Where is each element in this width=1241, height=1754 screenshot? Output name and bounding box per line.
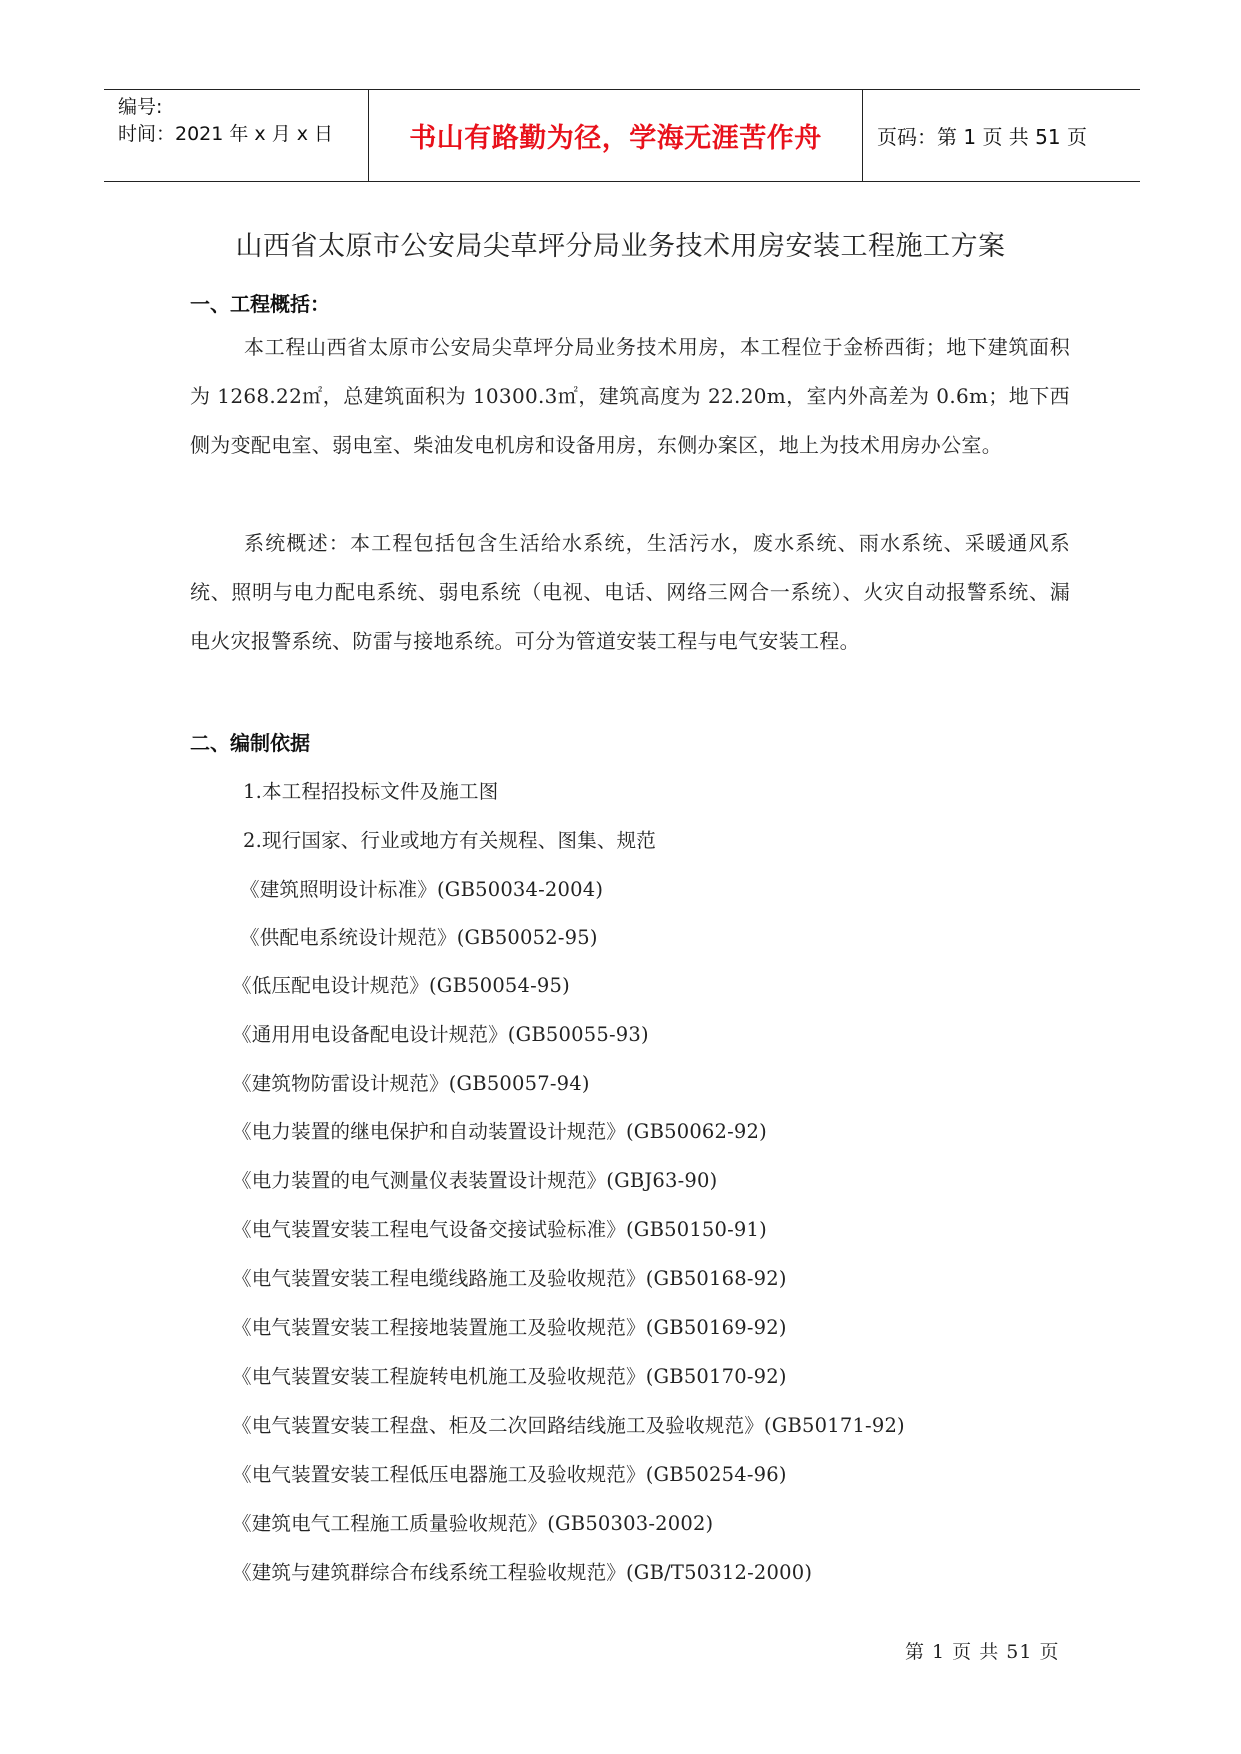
header-meta-cell: [104, 90, 369, 181]
list-item: 《低压配电设计规范》(GB50054-95): [232, 974, 570, 997]
list-item: 《建筑与建筑群综合布线系统工程验收规范》(GB/T50312-2000): [232, 1561, 813, 1584]
list-item: 《通用用电设备配电设计规范》(GB50055-93): [232, 1023, 649, 1046]
paragraph-overview: 本工程山西省太原市公安局尖草坪分局业务技术用房，本工程位于金桥西街；地下建筑面积为 1268.22㎡，总建筑面积为 10300.3㎡，建筑高度为 22.20m，室内外高差为 0.6m；地下西侧为变配电室、弱电室、柴油发电机房和设备用房，东侧办案区，地上为技术用房办公室。: [190, 335, 1070, 457]
section-heading-basis: 二、编制依据: [190, 731, 310, 755]
list-item: 《电气装置安装工程接地装置施工及验收规范》(GB50169-92): [232, 1316, 787, 1339]
list-item: 《建筑物防雷设计规范》(GB50057-94): [232, 1072, 590, 1095]
motto-text: 书山有路勤为径，学海无涯苦作舟: [409, 123, 822, 154]
list-item: 《电力装置的继电保护和自动装置设计规范》(GB50062-92): [232, 1120, 767, 1143]
section-heading-overview: 一、工程概括：: [190, 292, 330, 316]
header-page-info: 页码：第 1 页 共 51 页: [877, 125, 1087, 149]
page-header: [104, 89, 1140, 182]
list-item: 《电气装置安装工程低压电器施工及验收规范》(GB50254-96): [232, 1463, 787, 1486]
time-label: 时间：2021 年 x 月 x 日: [118, 123, 334, 145]
list-item: 《供配电系统设计规范》(GB50052-95): [240, 926, 598, 949]
serial-label: 编号:: [118, 96, 163, 118]
list-item: 《建筑照明设计标准》(GB50034-2004): [240, 878, 604, 901]
list-item: 《建筑电气工程施工质量验收规范》(GB50303-2002): [232, 1512, 714, 1535]
header-page-cell: [863, 90, 1140, 181]
document-title: 山西省太原市公安局尖草坪分局业务技术用房安装工程施工方案: [235, 231, 1006, 262]
list-item: 《电气装置安装工程旋转电机施工及验收规范》(GB50170-92): [232, 1365, 787, 1388]
list-item: 2.现行国家、行业或地方有关规程、图集、规范: [243, 829, 657, 852]
list-item: 《电气装置安装工程电气设备交接试验标准》(GB50150-91): [232, 1218, 767, 1241]
footer-page-number: 第 1 页 共 51 页: [905, 1641, 1060, 1663]
list-item: 《电气装置安装工程电缆线路施工及验收规范》(GB50168-92): [232, 1267, 787, 1290]
list-item: 《电力装置的电气测量仪表装置设计规范》(GBJ63-90): [232, 1169, 718, 1192]
paragraph-system-summary: 系统概述：本工程包括包含生活给水系统，生活污水，废水系统、雨水系统、采暖通风系统、照明与电力配电系统、弱电系统（电视、电话、网络三网合一系统）、火灾自动报警系统、漏电火灾报警系统、防雷与接地系统。可分为管道安装工程与电气安装工程。: [190, 531, 1070, 653]
header-motto-cell: [369, 90, 863, 181]
list-item: 1.本工程招投标文件及施工图: [243, 780, 499, 803]
list-item: 《电气装置安装工程盘、柜及二次回路结线施工及验收规范》(GB50171-92): [232, 1414, 905, 1437]
